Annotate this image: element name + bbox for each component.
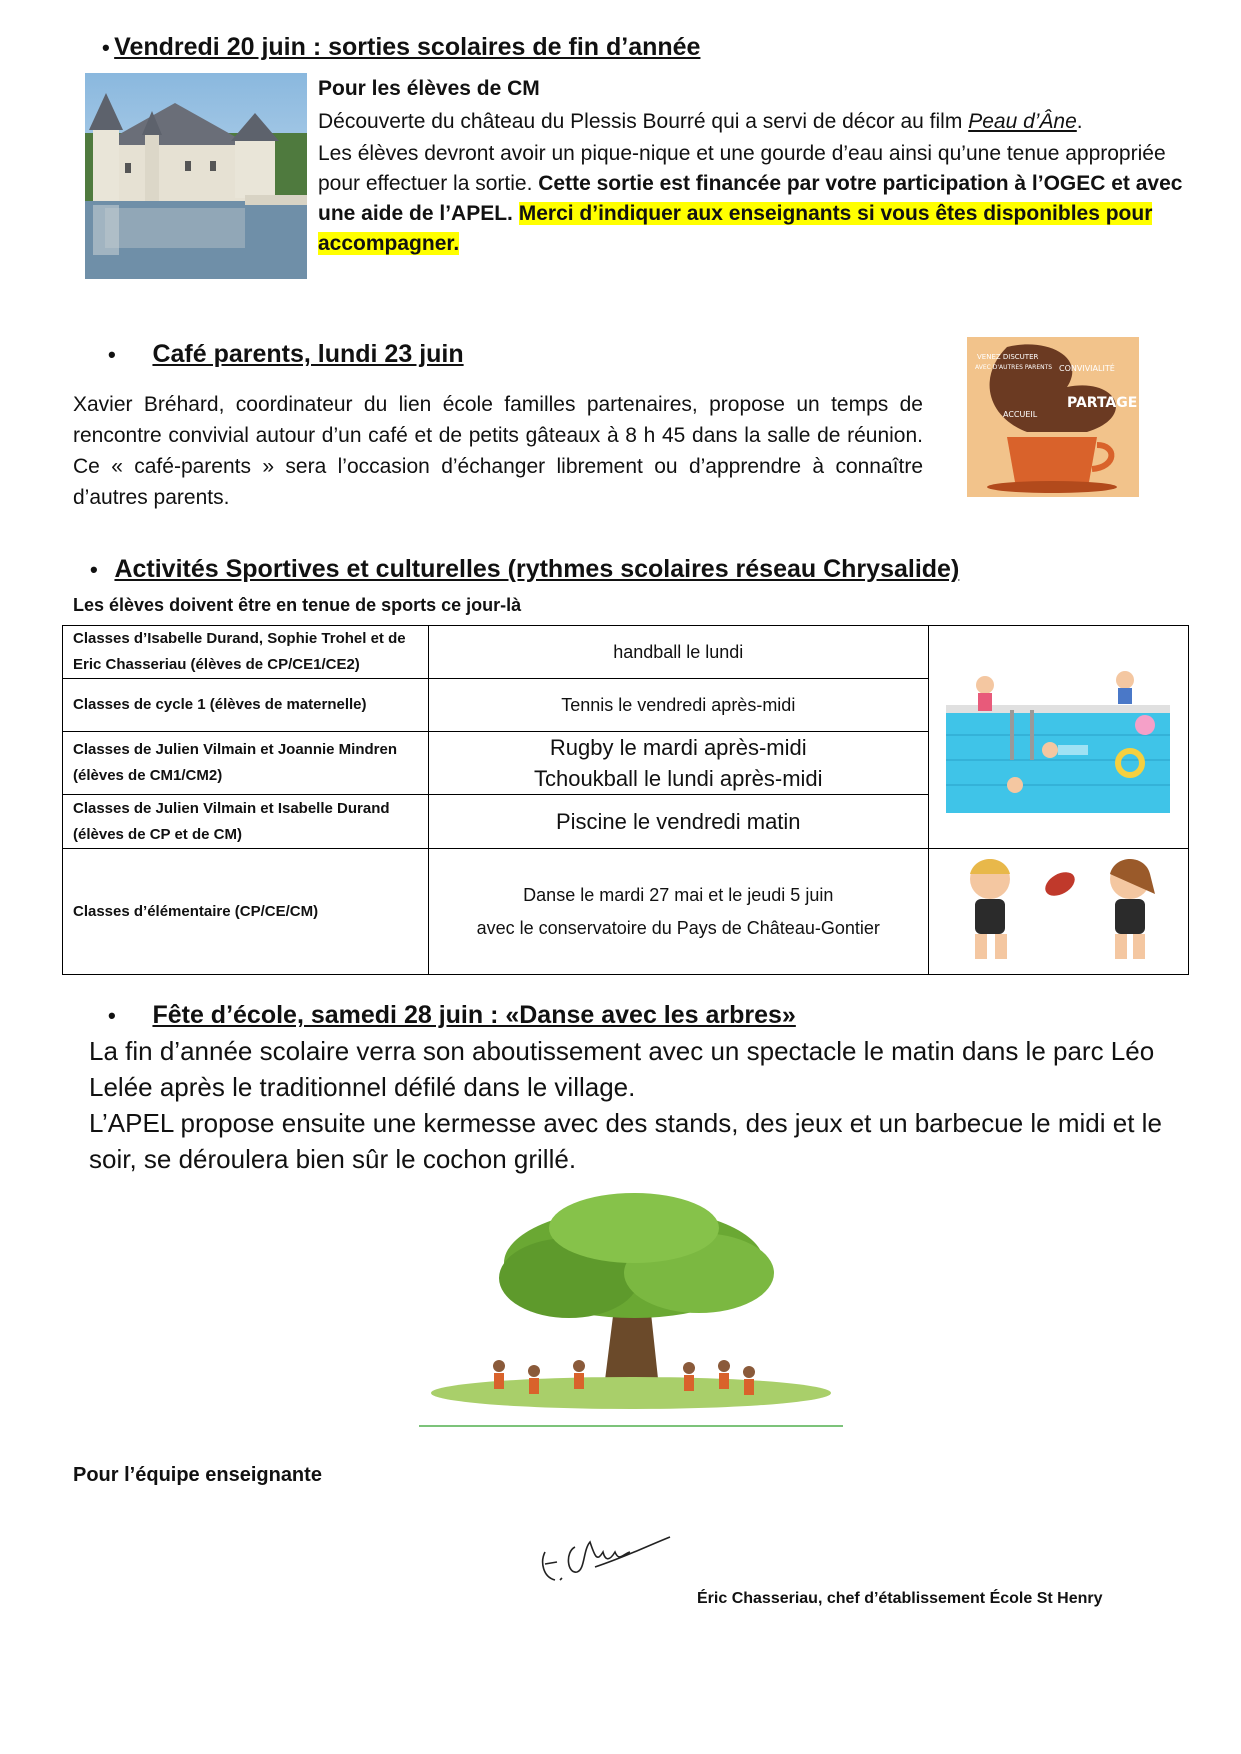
- chateau-image: [85, 73, 307, 279]
- bullet: •: [102, 35, 110, 60]
- cafe-word-avec: AVEC D'AUTRES PARENTS: [975, 364, 1053, 371]
- bullet: •: [108, 342, 116, 367]
- section1-subtitle: Pour les élèves de CM: [318, 77, 540, 100]
- activity-line: Rugby le mardi après-midi: [549, 735, 807, 760]
- activities-table: [62, 625, 1189, 975]
- film-title: Peau d’Âne: [968, 110, 1077, 133]
- period: .: [1076, 110, 1083, 133]
- section1-body: [318, 73, 1198, 259]
- section4-paragraph2: L’APEL propose ensuite une kermesse avec des stands, des jeux et un barbecue le midi et le soir, se déroulera bien sûr le cochon grillé.: [89, 1108, 1162, 1174]
- section4-paragraph1: La fin d’année scolaire verra son aboutissement avec un spectacle le matin dans le parc Léo Lelée après le traditionnel défilé dans le village.: [89, 1036, 1155, 1102]
- cafe-word-venez: VENEZ DISCUTER: [977, 353, 1039, 361]
- table-row: [63, 626, 1189, 679]
- section3-note: Les élèves doivent être en tenue de sports ce jour-là: [73, 595, 522, 615]
- rugby-image-cell: [928, 849, 1188, 975]
- bullet: •: [90, 557, 98, 582]
- pool-image-cell: [928, 626, 1188, 849]
- table-cell-activity: [428, 732, 928, 795]
- section2-heading: [108, 340, 464, 369]
- activity-line: Danse le mardi 27 mai et le jeudi 5 juin: [523, 884, 834, 905]
- section2-text: Xavier Bréhard, coordinateur du lien école familles partenaires, propose un temps de rencontre convivial autour d’un café et de petits gâteaux à 8 h 45 dans la salle de réunion. Ce « café-parents » sera l’occasion d’échanger librement ou d’apprendre à connaître d’autres parents.: [73, 393, 923, 509]
- signer-name: Éric Chasseriau, chef d’établissement École St Henry: [697, 1590, 1103, 1607]
- table-cell-activity: Piscine le vendredi matin: [428, 795, 928, 849]
- cafe-parents-image: [967, 337, 1139, 497]
- table-row: [63, 849, 1189, 975]
- table-cell-activity: Tennis le vendredi après-midi: [428, 679, 928, 732]
- team-signoff: Pour l’équipe enseignante: [73, 1464, 322, 1486]
- tree-dance-image: [419, 1188, 843, 1430]
- signature: [535, 1512, 675, 1592]
- section3-title: Activités Sportives et culturelles (rythmes scolaires réseau Chrysalide): [114, 555, 960, 583]
- cafe-word-accueil: ACCUEIL: [1003, 410, 1038, 419]
- section1-line2: Les élèves devront avoir un pique-nique et une gourde d’eau ainsi qu’une tenue appropriée pour effectuer la sortie.: [318, 142, 1166, 195]
- table-cell-classes: Classes de Julien Vilmain et Joannie Mindren (élèves de CM1/CM2): [63, 732, 429, 795]
- section4-heading: [108, 1001, 796, 1030]
- section1-line1: Découverte du château du Plessis Bourré qui a servi de décor au film: [318, 110, 963, 133]
- cafe-word-convivialite: CONVIVIALITÉ: [1059, 364, 1115, 373]
- section4-body: [89, 1033, 1209, 1177]
- cafe-word-partage: PARTAGE: [1067, 395, 1138, 411]
- table-cell-classes: Classes de cycle 1 (élèves de maternelle): [63, 679, 429, 732]
- activity-line: avec le conservatoire du Pays de Château-Gontier: [476, 917, 880, 938]
- section1-heading: [102, 33, 700, 62]
- swimming-pool-image: [940, 655, 1176, 815]
- section1-highlight: Merci d’indiquer aux enseignants si vous êtes disponibles pour accompagner.: [318, 202, 1153, 255]
- bullet: •: [108, 1003, 116, 1028]
- section1-title: Vendredi 20 juin : sorties scolaires de fin d’année: [114, 33, 701, 61]
- activity-line: Tchoukball le lundi après-midi: [533, 766, 823, 791]
- section1-funding: Cette sortie est financée par votre participation à l’OGEC et avec une aide de l’APEL.: [318, 172, 1183, 225]
- table-cell-classes: Classes d’élémentaire (CP/CE/CM): [63, 849, 429, 975]
- table-cell-activity: handball le lundi: [428, 626, 928, 679]
- table-cell-activity: [428, 849, 928, 975]
- section1-paragraph2: [318, 139, 1198, 259]
- section4-title: Fête d’école, samedi 28 juin : «Danse avec les arbres»: [152, 1001, 796, 1029]
- section1-paragraph1: [318, 106, 1198, 137]
- table-cell-classes: Classes de Julien Vilmain et Isabelle Durand (élèves de CP et de CM): [63, 795, 429, 849]
- section2-title: Café parents, lundi 23 juin: [152, 340, 464, 368]
- rugby-kids-image: [940, 849, 1176, 969]
- table-cell-classes: Classes d’Isabelle Durand, Sophie Trohel et de Eric Chasseriau (élèves de CP/CE1/CE2): [63, 626, 429, 679]
- section3-heading: [90, 555, 959, 584]
